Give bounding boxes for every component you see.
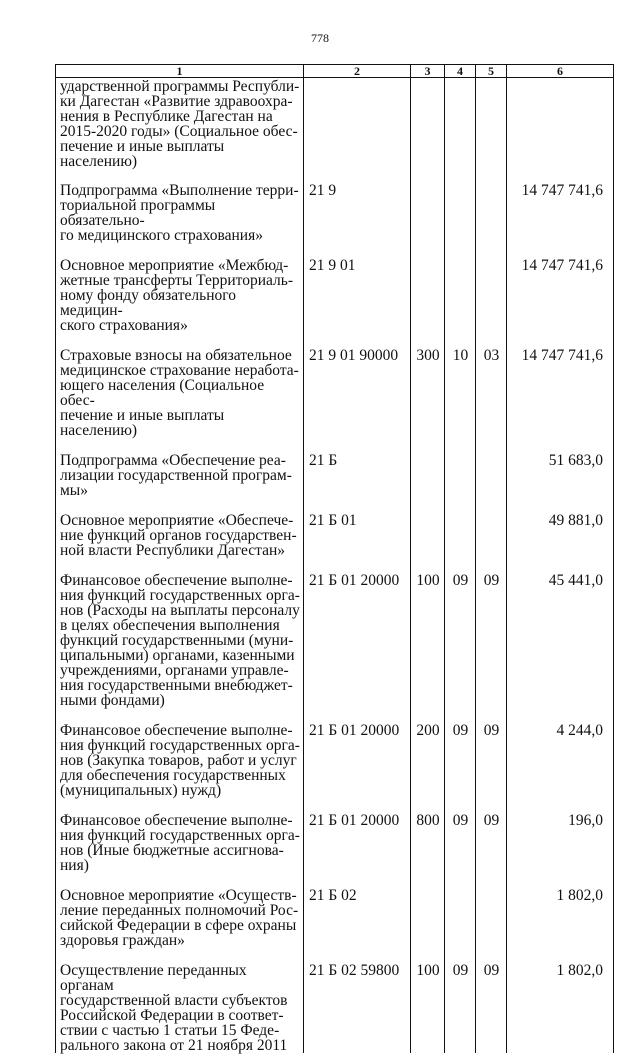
row-col3 — [411, 78, 445, 184]
row-col3 — [411, 888, 445, 963]
row-code — [304, 78, 411, 184]
row-col3: 100 — [411, 573, 445, 723]
row-name: Основное мероприятие «Межбюд- жетные трансферты Территориаль- ному фонду обязательного медицин- ского страхования» — [56, 258, 304, 348]
row-code: 21 9 01 90000 — [304, 348, 411, 453]
row-col5 — [476, 453, 507, 513]
row-col3 — [411, 513, 445, 573]
col-header-3: 3 — [411, 65, 445, 78]
table-row — [56, 963, 614, 1053]
row-name: Подпрограмма «Выполнение терри- ториальной программы обязательно- го медицинского страхования» — [56, 183, 304, 258]
table-row — [56, 513, 614, 573]
row-amount: 14 747 741,6 — [507, 348, 614, 453]
row-col3 — [411, 258, 445, 348]
row-col5 — [476, 183, 507, 258]
row-col5: 09 — [476, 723, 507, 813]
row-amount: 14 747 741,6 — [507, 258, 614, 348]
table-row — [56, 258, 614, 348]
row-code: 21 Б 01 20000 — [304, 723, 411, 813]
row-col5 — [476, 258, 507, 348]
row-col3: 200 — [411, 723, 445, 813]
row-col4: 09 — [445, 963, 476, 1053]
row-col5: 03 — [476, 348, 507, 453]
row-amount: 45 441,0 — [507, 573, 614, 723]
row-col5: 09 — [476, 813, 507, 888]
page-number: 778 — [311, 31, 329, 45]
row-col5 — [476, 888, 507, 963]
table-row — [56, 723, 614, 813]
row-name: Осуществление переданных органам государственной власти субъектов Российской Федерации в соответ- ствии с частью 1 статьи 15 Феде- рального закона от 21 ноября 2011 — [56, 963, 304, 1053]
row-name: Основное мероприятие «Обеспече- ние функций органов государствен- ной власти Республики Дагестан» — [56, 513, 304, 573]
row-col3 — [411, 453, 445, 513]
row-name: Подпрограмма «Обеспечение реа- лизации государственной програм- мы» — [56, 453, 304, 513]
row-code: 21 Б 02 — [304, 888, 411, 963]
row-code: 21 9 01 — [304, 258, 411, 348]
col-header-6: 6 — [507, 65, 614, 78]
row-col3: 100 — [411, 963, 445, 1053]
row-amount: 1 802,0 — [507, 888, 614, 963]
row-name: Финансовое обеспечение выполне- ния функций государственных орга- нов (Закупка товаров, работ и услуг для обеспечения государственных (муниципальных) нужд) — [56, 723, 304, 813]
row-amount: 14 747 741,6 — [507, 183, 614, 258]
row-col4 — [445, 183, 476, 258]
row-amount: 196,0 — [507, 813, 614, 888]
row-amount: 1 802,0 — [507, 963, 614, 1053]
row-amount: 4 244,0 — [507, 723, 614, 813]
table-row — [56, 183, 614, 258]
row-col3: 300 — [411, 348, 445, 453]
row-code: 21 Б 01 — [304, 513, 411, 573]
column-number-row — [56, 65, 614, 78]
row-col5: 09 — [476, 573, 507, 723]
row-col4: 09 — [445, 723, 476, 813]
row-col4 — [445, 513, 476, 573]
col-header-4: 4 — [445, 65, 476, 78]
col-header-5: 5 — [476, 65, 507, 78]
row-col4: 09 — [445, 573, 476, 723]
row-name: ударственной программы Республи- ки Дагестан «Развитие здравоохра- нения в Республике Дагестан на 2015-2020 годы» (Социальное обес- печение и иные выплаты населению) — [56, 78, 304, 184]
row-name: Финансовое обеспечение выполне- ния функций государственных орга- нов (Иные бюджетные ассигнова- ния) — [56, 813, 304, 888]
row-code: 21 Б — [304, 453, 411, 513]
table-row — [56, 573, 614, 723]
row-code: 21 9 — [304, 183, 411, 258]
row-col4: 10 — [445, 348, 476, 453]
row-code: 21 Б 01 20000 — [304, 573, 411, 723]
row-name: Страховые взносы на обязательное медицинское страхование неработа- ющего населения (Социальное обес- печение и иные выплаты населению) — [56, 348, 304, 453]
row-col5: 09 — [476, 963, 507, 1053]
row-col4 — [445, 258, 476, 348]
row-col5 — [476, 78, 507, 184]
row-col4 — [445, 453, 476, 513]
row-amount — [507, 78, 614, 184]
row-amount: 49 881,0 — [507, 513, 614, 573]
row-col3 — [411, 183, 445, 258]
row-amount: 51 683,0 — [507, 453, 614, 513]
row-code: 21 Б 01 20000 — [304, 813, 411, 888]
table-row — [56, 453, 614, 513]
col-header-1: 1 — [56, 65, 304, 78]
row-name: Финансовое обеспечение выполне- ния функций государственных орга- нов (Расходы на выплаты персоналу в целях обеспечения выполнения функций государственными (муни- ципальными) органами, казенными учреждениями, органами управле- ния государственными внебюджет- ными фондами) — [56, 573, 304, 723]
row-col3: 800 — [411, 813, 445, 888]
row-code: 21 Б 02 59800 — [304, 963, 411, 1053]
row-col4 — [445, 888, 476, 963]
row-col4: 09 — [445, 813, 476, 888]
row-name: Основное мероприятие «Осуществ- ление переданных полномочий Рос- сийской Федерации в сфере охраны здоровья граждан» — [56, 888, 304, 963]
table-row — [56, 813, 614, 888]
row-col4 — [445, 78, 476, 184]
row-col5 — [476, 513, 507, 573]
table-row — [56, 348, 614, 453]
table-row — [56, 78, 614, 184]
table-row — [56, 888, 614, 963]
col-header-2: 2 — [304, 65, 411, 78]
